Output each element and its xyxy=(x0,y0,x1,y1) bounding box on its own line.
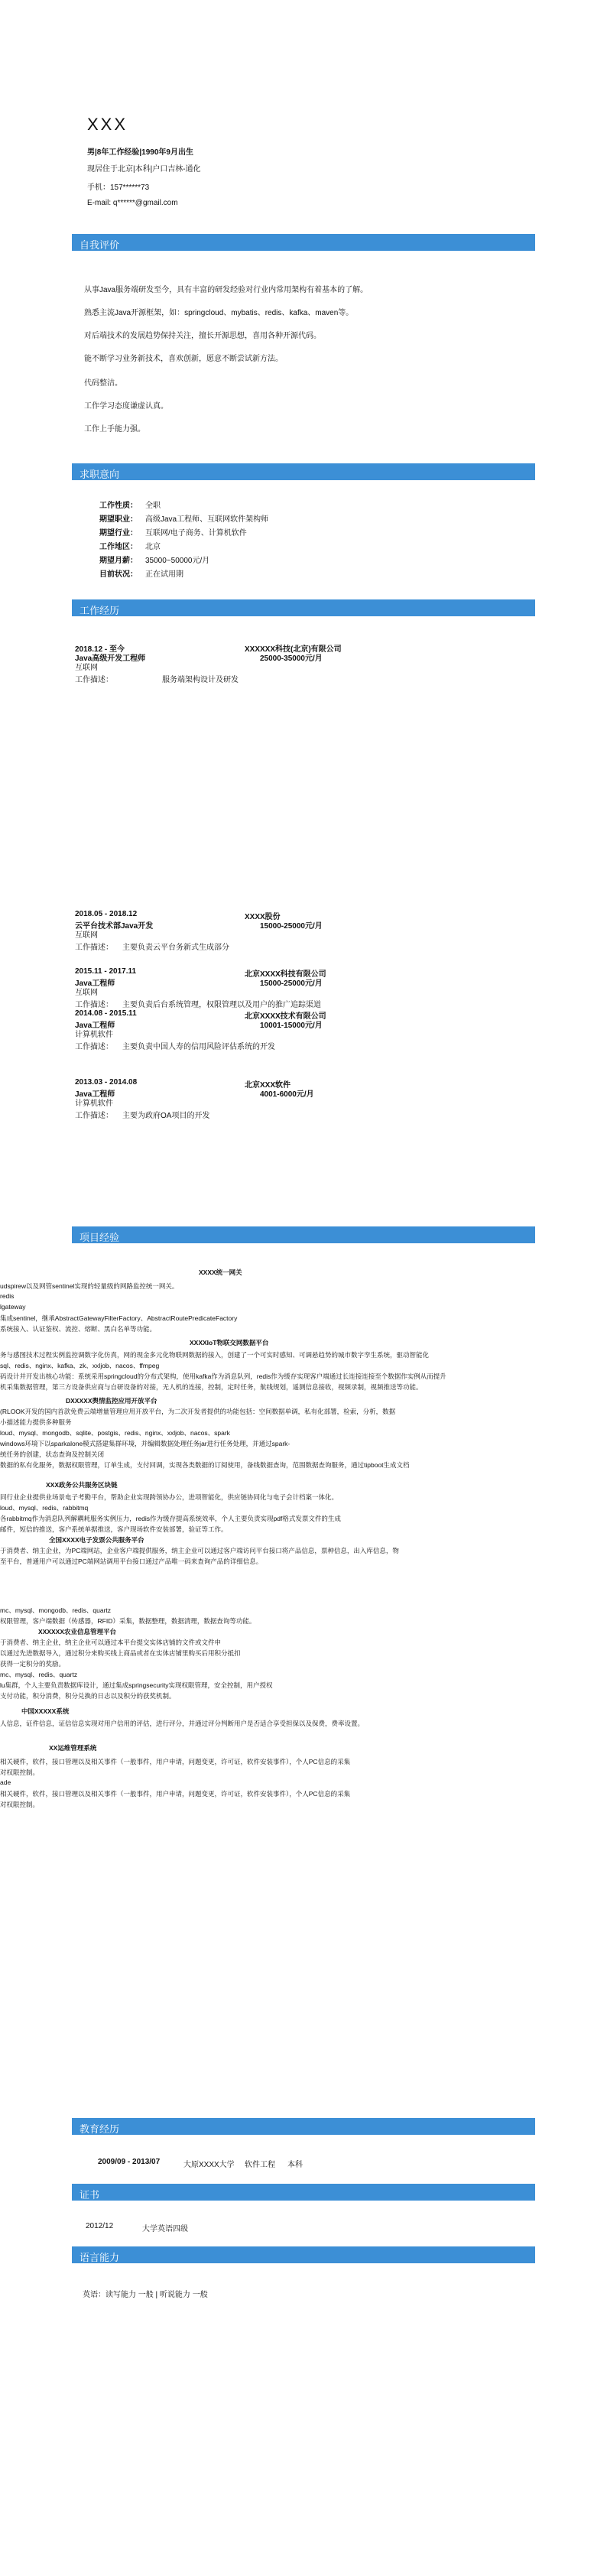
intent-label: 目前状况： xyxy=(99,570,138,579)
job-salary: 10001-15000元/月 xyxy=(260,1022,323,1030)
edu-major: 软件工程 xyxy=(245,2161,275,2169)
project-line: 小描述能力提供多种服务 xyxy=(0,1418,72,1426)
job-company: 北京XXXX科技有限公司 xyxy=(245,970,326,979)
project-line: 人信息，证件信息，证信信息实现对用户信用的评估，进行评分，并通过评分判断用户是否适合享受担保以及保费，费率设置。 xyxy=(0,1720,365,1727)
section-projects xyxy=(72,1226,535,1243)
project-line: 权限管理，客户端数据（传感器，RFID）采集，数据整理，数据清理，数据查询等功能。 xyxy=(0,1617,256,1625)
intent-label: 期望月薪： xyxy=(99,557,138,565)
intent-value: 高级Java工程师、互联网软件架构师 xyxy=(145,515,269,524)
job-desc: 主要负责后台系统管理，权限管理以及用户的推广追踪渠道 xyxy=(122,1001,321,1009)
project-title: XXXXXX农业信息管理平台 xyxy=(38,1628,117,1636)
project-line: loud、mysql、mongodb、sqlite、postgis、redis、nginx、xxljob、nacos、spark xyxy=(0,1429,230,1437)
job-desc-label: 工作描述： xyxy=(75,1112,113,1120)
project-line: 以通过先进数据导入，通过积分来购买线上商品或者在实体店铺里购买后用积分抵扣 xyxy=(0,1649,241,1657)
self-eval-item: 代码整洁。 xyxy=(84,379,122,388)
job-salary: 15000-25000元/月 xyxy=(260,922,323,931)
intent-label: 期望行业： xyxy=(99,529,138,538)
project-line: 同行业企业提供业场景电子考勤平台，帮助企业实现跨领协办公，进项智能化，供应链协同化与电子会计档案一体化。 xyxy=(0,1493,339,1501)
cert-name: 大学英语四级 xyxy=(142,2225,188,2233)
job-company: 北京XXX软件 xyxy=(245,1081,291,1090)
project-line: 邮件，短信的推送，客户系统单据推送，客户现场软件安装部署，验证等工作。 xyxy=(0,1525,228,1533)
project-line: loud、mysql、redis、rabbitmq xyxy=(0,1504,89,1512)
job-title: 云平台技术部Java开发 xyxy=(75,922,154,931)
project-line: mc、mysql、redis、quartz xyxy=(0,1671,78,1678)
job-period: 2018.05 - 2018.12 xyxy=(75,910,138,918)
job-industry: 互联网 xyxy=(75,931,98,940)
intent-value: 全职 xyxy=(145,502,161,510)
project-line: 各rabbitmq作为消息队列解耦耗服务实例压力，redis作为缓存提高系统效率，个人主要负责实现pdf格式发票文件的生成 xyxy=(0,1515,341,1522)
section-work xyxy=(72,599,535,616)
section-language xyxy=(72,2246,535,2263)
project-line: 对权限控制。 xyxy=(0,1769,40,1776)
project-line: 集成sentinel，继承AbstractGatewayFilterFactory、AbstractRoutePredicateFactory xyxy=(0,1314,238,1322)
project-line: sql、redis、nginx、kafka、zk、xxljob、nacos、ffmpeg xyxy=(0,1362,160,1369)
intent-value: 35000~50000元/月 xyxy=(145,557,210,565)
job-title: Java高级开发工程师 xyxy=(75,655,146,663)
job-salary: 15000-25000元/月 xyxy=(260,979,323,988)
job-industry: 计算机软件 xyxy=(75,1100,113,1108)
job-desc: 主要负责中国人寿的信用风险评估系统的开发 xyxy=(122,1043,275,1051)
project-line: mc、mysql、mongodb、redis、quartz xyxy=(0,1606,112,1614)
basic-info: 男|8年工作经验|1990年9月出生 xyxy=(87,148,193,157)
section-title: 自我评价 xyxy=(80,239,120,251)
job-period: 2014.08 - 2015.11 xyxy=(75,1009,137,1018)
intent-label: 期望职业： xyxy=(99,515,138,524)
project-line: 系统接入、认证鉴权、流控、熔断、黑白名单等功能。 xyxy=(0,1325,157,1333)
project-line: 对权限控制。 xyxy=(0,1801,40,1808)
job-desc-label: 工作描述： xyxy=(75,1001,113,1009)
section-self-eval xyxy=(72,234,535,251)
self-eval-item: 熟悉主流Java开源框架，如：springcloud、mybatis、redis、kafka、maven等。 xyxy=(84,309,354,317)
job-industry: 互联网 xyxy=(75,989,98,997)
section-title: 证书 xyxy=(80,2189,100,2201)
project-title: XX运维管理系统 xyxy=(49,1744,97,1752)
project-title: 全国XXXX电子发票公共服务平台 xyxy=(49,1536,144,1544)
edu-degree: 本科 xyxy=(287,2161,303,2169)
project-line: 于消费者、纳主企业，纳主企业可以通过本平台提交实体店铺的文件或文件申 xyxy=(0,1639,222,1646)
project-line: lu集群，个人主要负责数据库设计，通过集成springsecurity实现权限管理，安全控制，用户授权 xyxy=(0,1681,273,1689)
section-education xyxy=(72,2118,535,2135)
section-title: 教育经历 xyxy=(80,2123,120,2135)
residence-info: 现居住于北京|本科|户口吉林-通化 xyxy=(87,165,201,174)
resume-name: XXX xyxy=(87,115,128,134)
intent-label: 工作性质： xyxy=(99,502,138,510)
self-eval-item: 工作学习态度谦虚认真。 xyxy=(84,402,168,411)
project-line: udspirew以及网管sentinel实现的轻量级的网路监控统一网关。 xyxy=(0,1282,179,1290)
section-title: 工作经历 xyxy=(80,605,120,616)
intent-value: 北京 xyxy=(145,543,161,551)
project-title: XXXX统一网关 xyxy=(199,1269,242,1276)
project-line: 务与感图技术过程实例监控调数字化仿真，网的现金多元化物联网数据的接入，创建了一个可实时感知、可调悬趋势的城市数字孪生系统，驱动智能化 xyxy=(0,1351,430,1359)
edu-school: 大原XXXX大学 xyxy=(183,2161,235,2169)
self-eval-item: 对后端技术的发展趋势保持关注，擅长开源思想，喜用各种开源代码。 xyxy=(84,332,321,340)
project-title: XXX政务公共服务区块链 xyxy=(46,1481,118,1489)
project-line: (RLOOK开发的国内首款免费云端增量管理应用开放平台，为二次开发者提供的功能包括：空间数据单调，私有化部署，检索，分析，数据 xyxy=(0,1408,396,1415)
project-line: 码设计并开发出核心功能：系统采用springcloud的分布式架构，使用kafka作为消息队列，redis作为缓存实现客户端通过长连接连接至个数据作实例从而提升 xyxy=(0,1372,446,1380)
job-company: XXXX股份 xyxy=(245,913,281,921)
email: E-mail: q******@gmail.com xyxy=(87,199,178,207)
project-title: XXXXIoT物联交网数据平台 xyxy=(190,1339,269,1346)
project-line: 机采集数据管理，第三方设备供应商与自研设备的对接，无人机的连接，控制，定时任务，航线规划，遥测信息接收，视频录制，视频推送等功能。 xyxy=(0,1383,423,1391)
project-line: 获得一定积分的奖励。 xyxy=(0,1660,66,1668)
job-title: Java工程师 xyxy=(75,1090,115,1099)
project-title: DXXXXX舆情监控应用开放平台 xyxy=(66,1397,157,1405)
project-line: lgateway xyxy=(0,1303,26,1311)
section-title: 项目经验 xyxy=(80,1232,120,1243)
project-line: 数据的私有化服务，数据权限管理，订单生成，支付回调，实现各类数据的订阅使用，备线数据查询，范围数据查询服务，通过tipboot生成文档 xyxy=(0,1461,410,1469)
intent-value: 互联网/电子商务、计算机软件 xyxy=(145,529,247,538)
project-line: 支付功能，积分消费，积分兑换的日志以及积分的获奖机制。 xyxy=(0,1692,176,1700)
job-period: 2013.03 - 2014.08 xyxy=(75,1078,138,1087)
language-text: 英语：读写能力 一般 | 听说能力 一般 xyxy=(83,2291,208,2299)
edu-period: 2009/09 - 2013/07 xyxy=(98,2158,161,2166)
job-company: XXXXXX科技(北京)有限公司 xyxy=(245,645,342,654)
project-title: 中国XXXXX系统 xyxy=(21,1707,70,1715)
project-line: 于消费者、纳主企业，为PC端网站，企业客户端提供服务，纳主企业可以通过客户端访问平台接口将产品信息，票种信息，出入库信息，物 xyxy=(0,1547,399,1554)
job-industry: 互联网 xyxy=(75,664,98,672)
job-period: 2018.12 - 至今 xyxy=(75,645,125,654)
project-line: 相关硬件，软件，接口管理以及相关事件（一般事件，用户申请，问题变更，许可证，软件安装事件），个人PC信息的采集 xyxy=(0,1758,351,1766)
intent-value: 正在试用期 xyxy=(145,570,183,579)
job-period: 2015.11 - 2017.11 xyxy=(75,967,137,976)
section-job-intent xyxy=(72,463,535,480)
cert-date: 2012/12 xyxy=(86,2222,114,2230)
job-desc: 主要负责云平台务新式生成部分 xyxy=(122,944,229,952)
job-salary: 25000-35000元/月 xyxy=(260,655,323,663)
section-title: 求职意向 xyxy=(80,469,120,480)
job-salary: 4001-6000元/月 xyxy=(260,1090,314,1099)
self-eval-item: 从事Java服务端研发至今，具有丰富的研发经验对行业内常用架构有着基本的了解。 xyxy=(84,286,368,294)
job-industry: 计算机软件 xyxy=(75,1031,113,1039)
section-title: 语言能力 xyxy=(80,2252,120,2263)
job-desc: 服务端架构设计及研发 xyxy=(162,676,239,684)
project-line: 相关硬件，软件，接口管理以及相关事件（一般事件，用户申请，问题变更，许可证，软件安装事件），个人PC信息的采集 xyxy=(0,1790,351,1798)
job-company: 北京XXXX技术有限公司 xyxy=(245,1012,326,1021)
job-title: Java工程师 xyxy=(75,979,115,988)
self-eval-item: 能不断学习业务新技术，喜欢创新，愿意不断尝试新方法。 xyxy=(84,355,283,363)
project-line: windows环境下以sparkalone模式搭建集群环境，并编辑数据处理任务jar进行任务处理，并通过spark- xyxy=(0,1440,291,1447)
job-desc-label: 工作描述： xyxy=(75,944,113,952)
self-eval-item: 工作上手能力强。 xyxy=(84,425,145,434)
job-title: Java工程师 xyxy=(75,1022,115,1030)
project-line: redis xyxy=(0,1292,15,1300)
project-line: 至平台，普通用户可以通过PC端网站调用平台接口通过产品唯一码来查询产品的详细信息。 xyxy=(0,1558,263,1565)
phone: 手机：157******73 xyxy=(87,184,150,192)
job-desc-label: 工作描述： xyxy=(75,676,113,684)
project-line: ade xyxy=(0,1779,11,1786)
intent-label: 工作地区： xyxy=(99,543,138,551)
job-desc: 主要为政府OA项目的开发 xyxy=(122,1112,210,1120)
job-desc-label: 工作描述： xyxy=(75,1043,113,1051)
project-line: 统任务的创建，状态查询及控制关闭 xyxy=(0,1450,105,1458)
section-certificate xyxy=(72,2184,535,2201)
